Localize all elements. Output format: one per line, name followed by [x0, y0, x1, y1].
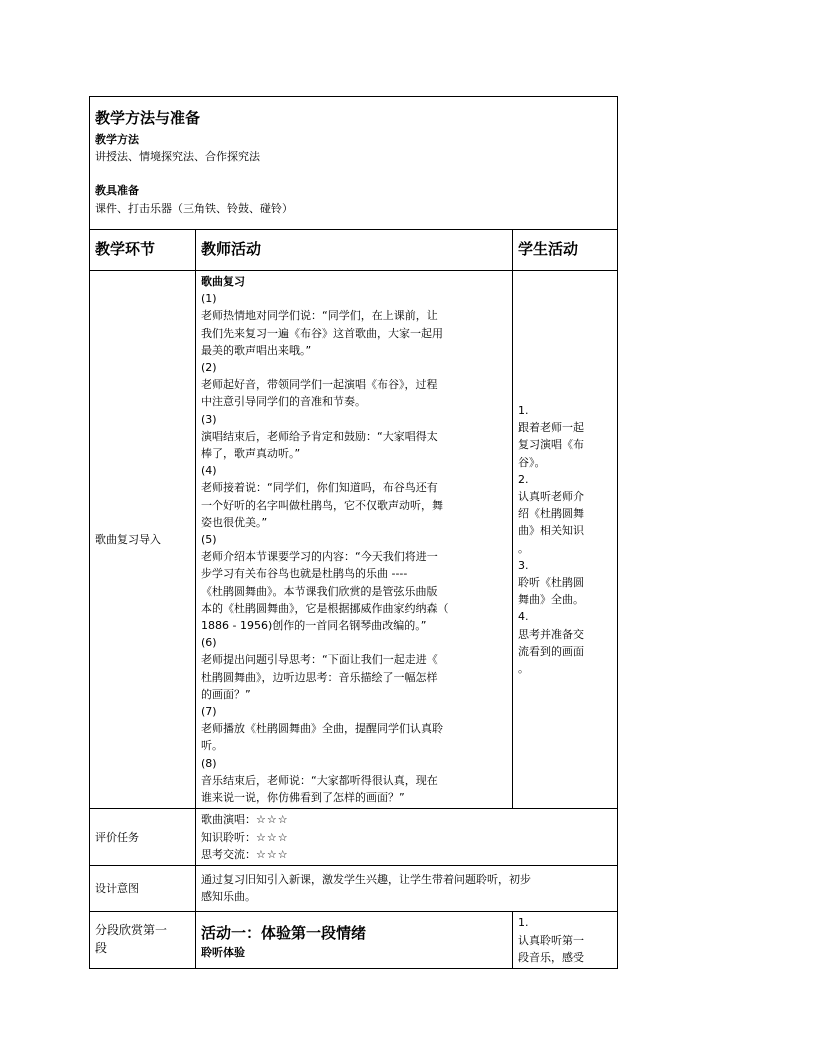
- teacher-line: 的画面？”: [201, 687, 251, 701]
- review-stage: 歌曲复习导入: [90, 271, 196, 809]
- star-rating-icon: ☆☆☆: [256, 830, 289, 844]
- header-stage: 教学环节: [90, 230, 196, 271]
- methods-label: 教学方法: [95, 133, 139, 146]
- student-line: 谷》。: [518, 455, 546, 469]
- methods-row: [90, 97, 618, 230]
- teacher-line: (3): [201, 412, 217, 426]
- review-teacher-lines: [201, 290, 507, 806]
- header-student: 学生活动: [513, 230, 618, 271]
- segment-student-line: 段音乐，感受: [518, 950, 584, 964]
- student-line: 复习演唱《布: [518, 438, 584, 452]
- teacher-line: 姿也很优美。”: [201, 515, 268, 529]
- teacher-line: 老师起好音，带领同学们一起演唱《布谷》，过程: [201, 378, 438, 392]
- review-student-lines: [518, 402, 612, 677]
- student-line: 曲》相关知识: [518, 524, 584, 538]
- teacher-line: 老师介绍本节课要学习的内容：“今天我们将进一: [201, 550, 438, 564]
- student-line: 跟着老师一起: [518, 421, 584, 435]
- evaluation-item: [201, 811, 612, 828]
- student-line: 绍《杜鹃圆舞: [518, 507, 584, 521]
- student-line: 2.: [518, 472, 529, 486]
- segment-teacher-cell: [196, 912, 513, 969]
- header-row: [90, 230, 618, 271]
- star-rating-icon: ☆☆☆: [256, 847, 289, 861]
- segment-teacher-sub: 聆听体验: [201, 946, 245, 960]
- evaluation-item: [201, 829, 612, 846]
- section-title: 教学方法与准备: [95, 109, 201, 127]
- teacher-line: 步学习有关布谷鸟也就是杜鹃鸟的乐曲 ----: [201, 567, 408, 581]
- teacher-line: 最美的歌声唱出来哦。”: [201, 343, 312, 357]
- teacher-line: 我们先来复习一遍《布谷》这首歌曲，大家一起用: [201, 326, 443, 340]
- teacher-line: (5): [201, 533, 217, 547]
- lesson-plan-page: [89, 96, 617, 969]
- segment-student-line: 1.: [518, 916, 529, 930]
- student-line: 。: [518, 662, 529, 676]
- evaluation-items: [201, 811, 612, 863]
- evaluation-label: 思考交流：: [201, 847, 256, 861]
- evaluation-item: [201, 846, 612, 863]
- teacher-line: 演唱结束后，老师给予肯定和鼓励：“大家唱得太: [201, 429, 438, 443]
- evaluation-stage: 评价任务: [90, 809, 196, 866]
- lesson-plan-table: [89, 96, 618, 969]
- teacher-line: 音乐结束后，老师说：“大家都听得很认真，现在: [201, 773, 438, 787]
- review-teacher-cell: [196, 271, 513, 809]
- methods-text: 讲授法、情境探究法、合作探究法: [95, 150, 260, 164]
- teacher-line: (2): [201, 361, 217, 375]
- design-line: 通过复习旧知引入新课，激发学生兴趣，让学生带着问题聆听，初步: [201, 872, 531, 886]
- teacher-line: (8): [201, 756, 217, 770]
- student-line: 认真听老师介: [518, 490, 584, 504]
- teacher-line: 《杜鹃圆舞曲》。本节课我们欣赏的是管弦乐曲版: [201, 584, 438, 598]
- teacher-line: 听。: [201, 739, 223, 753]
- star-rating-icon: ☆☆☆: [256, 813, 289, 827]
- teacher-line: (7): [201, 705, 217, 719]
- teacher-line: 谁来说一说，你仿佛看到了怎样的画面？”: [201, 791, 405, 805]
- evaluation-cell: [196, 809, 618, 866]
- teacher-line: 杜鹃圆舞曲》，边听边思考：音乐描绘了一幅怎样: [201, 670, 438, 684]
- student-line: 聆听《杜鹃圆: [518, 576, 584, 590]
- teacher-line: 老师热情地对同学们说：“同学们，在上课前，让: [201, 309, 438, 323]
- segment-student-cell: [513, 912, 618, 969]
- design-cell: [196, 865, 618, 911]
- segment-stage-line: 分段欣赏第一: [95, 923, 168, 938]
- evaluation-label: 知识聆听：: [201, 830, 256, 844]
- segment-stage: [90, 912, 196, 969]
- design-stage: 设计意图: [90, 865, 196, 911]
- student-line: 。: [518, 541, 529, 555]
- student-line: 流看到的画面: [518, 644, 584, 658]
- teacher-line: 棒了，歌声真动听。”: [201, 447, 301, 461]
- student-line: 3.: [518, 558, 529, 572]
- teacher-line: 中注意引导同学们的音准和节奏。: [201, 395, 366, 409]
- student-line: 舞曲》全曲。: [518, 593, 584, 607]
- segment-stage-line: 段: [95, 940, 108, 955]
- segment-student-line: 认真聆听第一: [518, 933, 584, 947]
- review-row: [90, 271, 618, 809]
- student-line: 4.: [518, 610, 529, 624]
- teacher-line: 老师提出问题引导思考：“下面让我们一起走进《: [201, 653, 438, 667]
- header-teacher: 教师活动: [196, 230, 513, 271]
- tools-label: 教具准备: [95, 184, 139, 198]
- teacher-line: 1886 - 1956)创作的一首同名钢琴曲改编的。”: [201, 619, 427, 633]
- design-row: [90, 865, 618, 911]
- teacher-line: 老师播放《杜鹃圆舞曲》全曲，提醒同学们认真聆: [201, 722, 443, 736]
- tools-text: 课件、打击乐器（三角铁、铃鼓、碰铃）: [95, 201, 293, 215]
- teacher-line: (6): [201, 636, 217, 650]
- teacher-line: (4): [201, 464, 217, 478]
- evaluation-row: [90, 809, 618, 866]
- student-line: 1.: [518, 404, 529, 418]
- student-line: 思考并准备交: [518, 627, 584, 641]
- teacher-line: 一个好听的名字叫做杜鹃鸟，它不仅歌声动听，舞: [201, 498, 443, 512]
- teacher-line: 本的《杜鹃圆舞曲》，它是根据挪威作曲家约纳森（: [201, 601, 449, 615]
- teacher-line: (1): [201, 292, 217, 306]
- evaluation-label: 歌曲演唱：: [201, 813, 256, 827]
- segment-teacher-title: 活动一：体验第一段情绪: [201, 924, 367, 943]
- review-teacher-title: 歌曲复习: [201, 275, 245, 288]
- design-line: 感知乐曲。: [201, 890, 256, 904]
- teacher-line: 老师接着说：“同学们，你们知道吗，布谷鸟还有: [201, 481, 438, 495]
- review-student-cell: [513, 271, 618, 809]
- segment-row: [90, 912, 618, 969]
